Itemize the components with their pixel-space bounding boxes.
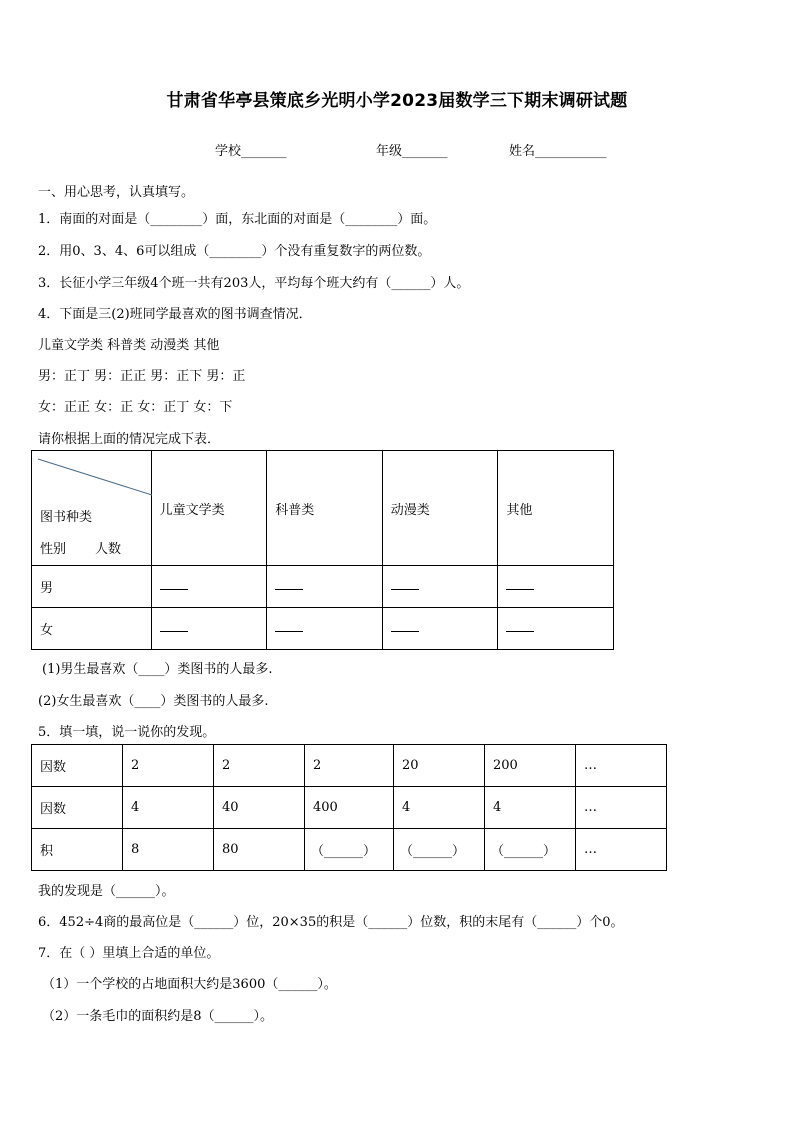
- corner-cell: [32, 451, 152, 566]
- question-2: 2．用0、3、4、6可以组成（________）个没有重复数字的两位数。: [38, 244, 431, 259]
- table-row: [32, 745, 667, 787]
- answer-cell[interactable]: （______）: [305, 829, 394, 871]
- q4-instruction: 请你根据上面的情况完成下表．: [38, 432, 221, 447]
- page-title: 甘肃省华亭县策底乡光明小学2023届数学三下期末调研试题: [166, 91, 628, 111]
- corner-count-label: 人数: [95, 542, 122, 557]
- header-cell: 科普类: [267, 451, 383, 566]
- row-label: 因数: [32, 745, 123, 787]
- answer-cell[interactable]: [151, 608, 267, 650]
- corner-gender-label: 性别: [40, 542, 67, 557]
- row-label: 因数: [32, 787, 123, 829]
- answer-cell[interactable]: [267, 566, 383, 608]
- answer-cell[interactable]: [382, 608, 498, 650]
- cell: 8: [123, 829, 214, 871]
- cell: 400: [305, 787, 394, 829]
- cell: 2: [214, 745, 305, 787]
- cell: …: [576, 787, 667, 829]
- answer-cell[interactable]: [498, 608, 614, 650]
- q4-sub-2: (2)女生最喜欢（____）类图书的人最多.: [38, 694, 269, 709]
- cell: 2: [305, 745, 394, 787]
- row-label: 积: [32, 829, 123, 871]
- question-6: 6．452÷4商的最高位是（______）位，20×35的积是（______）位数，积的末尾有（______）个0。: [38, 915, 624, 930]
- cell: 40: [214, 787, 305, 829]
- section-heading: 一、用心思考，认真填写。: [38, 185, 195, 200]
- cell: 200: [485, 745, 576, 787]
- table-row: [32, 608, 614, 650]
- name-field: 姓名___________: [509, 144, 607, 159]
- school-field: 学校_______: [215, 144, 287, 159]
- question-5: 5．填一填，说一说你的发现。: [38, 725, 216, 740]
- answer-cell[interactable]: [498, 566, 614, 608]
- grade-field: 年级_______: [376, 144, 448, 159]
- cell: 2: [123, 745, 214, 787]
- answer-cell[interactable]: （______）: [394, 829, 485, 871]
- header-cell: 其他: [498, 451, 614, 566]
- q4-sub-1: (1)男生最喜欢（____）类图书的人最多.: [42, 662, 273, 677]
- corner-top-label: 图书种类: [40, 510, 93, 525]
- q4-girls-tally: 女：正正 女：正 女：正丁 女：下: [38, 400, 233, 415]
- question-3: 3．长征小学三年级4个班一共有203人，平均每个班大约有（______）人。: [38, 276, 470, 291]
- q4-categories: 儿童文学类 科普类 动漫类 其他: [38, 338, 220, 353]
- row-label: 男: [32, 566, 152, 608]
- book-survey-table: [31, 450, 614, 650]
- header-cell: 动漫类: [382, 451, 498, 566]
- q5-finding: 我的发现是（______）。: [38, 884, 175, 899]
- answer-cell[interactable]: [151, 566, 267, 608]
- cell: 4: [123, 787, 214, 829]
- question-4: 4．下面是三(2)班同学最喜欢的图书调查情况．: [38, 307, 312, 322]
- question-7: 7．在（ ）里填上合适的单位。: [38, 946, 220, 961]
- question-1: 1．南面的对面是（________）面，东北面的对面是（________）面。: [38, 212, 437, 227]
- table-row: [32, 566, 614, 608]
- table-row: [32, 787, 667, 829]
- answer-cell[interactable]: （______）: [485, 829, 576, 871]
- cell: 4: [485, 787, 576, 829]
- factor-table: [31, 744, 667, 871]
- cell: 20: [394, 745, 485, 787]
- header-cell: 儿童文学类: [151, 451, 267, 566]
- cell: …: [576, 745, 667, 787]
- question-7-1: （1）一个学校的占地面积大约是3600（______）。: [42, 977, 337, 992]
- question-7-2: （2）一条毛巾的面积约是8（______）。: [42, 1009, 274, 1024]
- answer-cell[interactable]: [267, 608, 383, 650]
- cell: 4: [394, 787, 485, 829]
- q4-boys-tally: 男：正丁 男：正正 男：正下 男：正: [38, 369, 246, 384]
- row-label: 女: [32, 608, 152, 650]
- answer-cell[interactable]: [382, 566, 498, 608]
- cell: …: [576, 829, 667, 871]
- cell: 80: [214, 829, 305, 871]
- table-row: [32, 829, 667, 871]
